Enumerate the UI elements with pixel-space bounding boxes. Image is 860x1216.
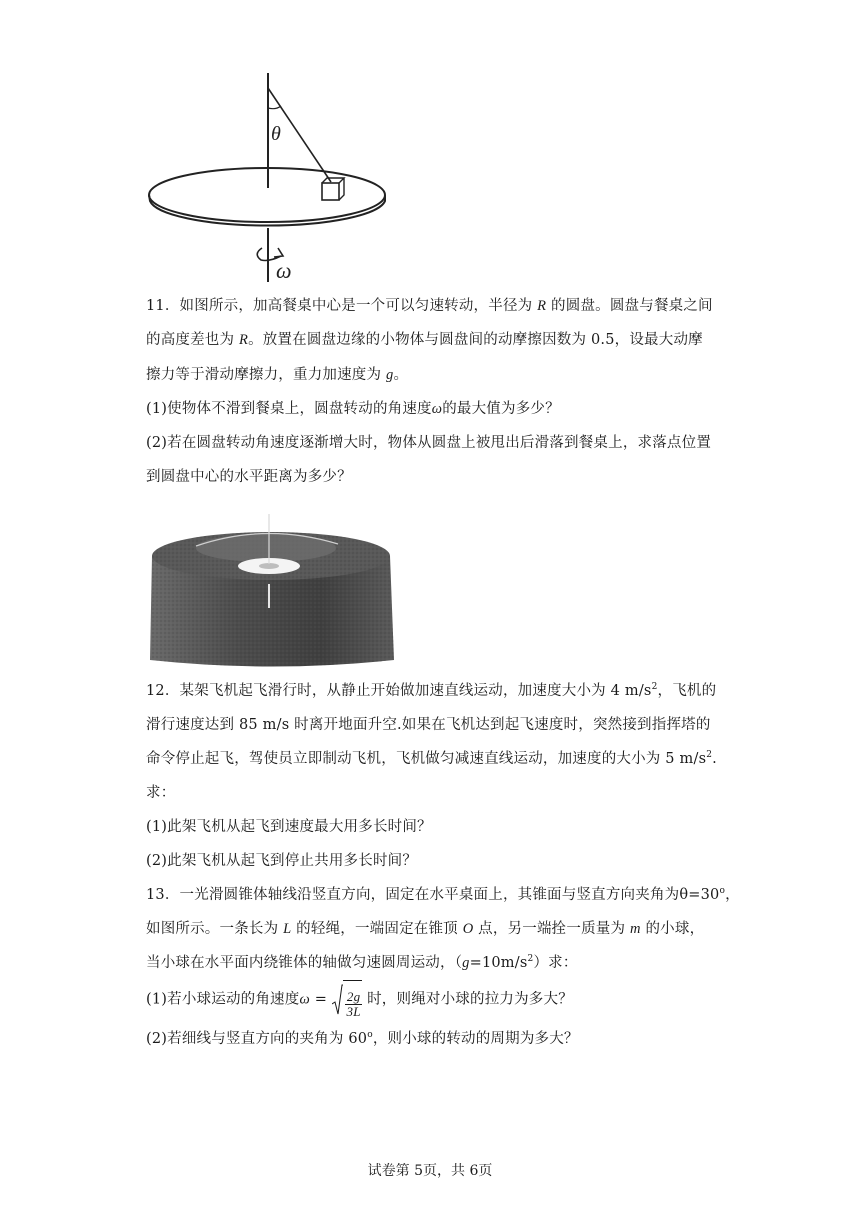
- q13-sub-1: (1)若小球运动的角速度ω = $\frac{2g}{3L}$ 时，则绳对小球的拉力为多大？: [146, 980, 573, 1019]
- q11-sub-2-line-1: (2)若在圆盘转动角速度逐渐增大时，物体从圆盘上被甩出后滑落到餐桌上，求落点位置: [146, 435, 712, 451]
- sqrt-formula: $\frac{2g}{3L}$: [332, 980, 362, 1019]
- q12-line-4: 求：: [146, 785, 176, 801]
- q12-line-1: 12．某架飞机起飞滑行时，从静止开始做加速直线运动，加速度大小为 4 $m/s^2$，飞机的: [146, 682, 717, 699]
- q12-line-3: 命令停止起飞，驾使员立即制动飞机，飞机做匀减速直线运动，加速度的大小为 5 $m/s^2$.: [146, 750, 717, 767]
- q13-line-2: 如图所示。一条长为 L 的轻绳，一端固定在锥顶 O 点，另一端拴一质量为 m 的小球，: [146, 921, 705, 937]
- block: [322, 178, 344, 200]
- q12-sub-1: (1)此架飞机从起飞到速度最大用多长时间？: [146, 819, 432, 835]
- q13-line-1: 13．一光滑圆锥体轴线沿竖直方向，固定在水平桌面上，其锥面与竖直方向夹角为$\theta=30^o$，: [146, 886, 740, 903]
- q11-line-1: 11．如图所示，加高餐桌中心是一个可以匀速转动，半径为 R 的圆盘。圆盘与餐桌之间: [146, 298, 713, 314]
- q13-line-3: 当小球在水平面内绕锥体的轴做匀速圆周运动，$(g=10m/s^2)$求：: [146, 954, 578, 971]
- rotating-disk-figure: [145, 70, 395, 290]
- page-footer: 试卷第 5页，共 6页: [367, 1163, 493, 1179]
- q12-sub-2: (2)此架飞机从起飞到停止共用多长时间？: [146, 853, 418, 869]
- disk-rim: [149, 195, 385, 226]
- omega-label: ω: [276, 258, 292, 283]
- q12-line-2: 滑行速度达到 85 m/s 时离开地面升空.如果在飞机达到起飞速度时，突然接到指挥塔的: [146, 717, 711, 733]
- dining-table-photo: [148, 508, 396, 668]
- q13-sub-2: (2)若细线与竖直方向的夹角为 60$^o$，则小球的转动的周期为多大？: [146, 1030, 579, 1047]
- q11-line-3: 擦力等于滑动摩擦力，重力加速度为 g。: [146, 367, 409, 383]
- q11-line-2: 的高度差也为 R。放置在圆盘边缘的小物体与圆盘间的动摩擦因数为 0.5，设最大动摩: [146, 332, 703, 348]
- q11-sub-1: (1)使物体不滑到餐桌上，圆盘转动的角速度ω的最大值为多少？: [146, 401, 560, 417]
- theta-arc: [268, 106, 281, 109]
- q11-sub-2-line-2: 到圆盘中心的水平距离为多少？: [146, 469, 352, 485]
- theta-label: θ: [271, 123, 281, 145]
